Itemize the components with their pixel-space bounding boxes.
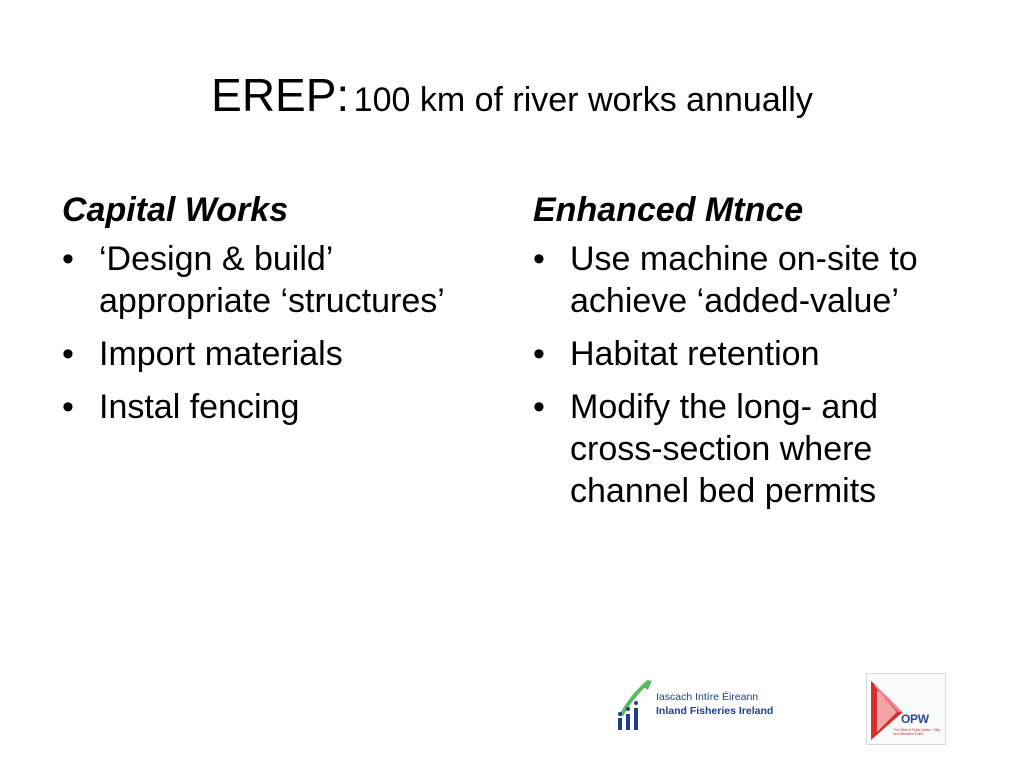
list-item-text: Use machine on-site to achieve ‘added-value’ <box>570 240 918 320</box>
enhanced-maintenance-list <box>533 238 953 512</box>
bullet-icon: • <box>533 240 545 278</box>
opw-name: OPW <box>901 712 929 726</box>
opw-tagline: The Office of Public Works · Oifig na nOibreacha Poiblí <box>893 728 941 736</box>
list-item <box>62 386 482 428</box>
list-item-text: Instal fencing <box>99 388 300 426</box>
list-item <box>533 333 953 375</box>
list-item-text: Modify the long- and cross-section where channel bed permits <box>570 388 879 510</box>
opw-logo <box>866 673 946 745</box>
list-item-text: Habitat retention <box>570 335 820 373</box>
bullet-icon: • <box>533 335 545 373</box>
list-item <box>62 238 482 322</box>
slide-title <box>0 69 1024 121</box>
list-item-text: ‘Design & build’ appropriate ‘structures’ <box>99 240 445 320</box>
ifi-logo-text <box>656 690 773 718</box>
enhanced-maintenance-heading: Enhanced Mtnce <box>533 191 804 229</box>
title-main: EREP: <box>211 69 350 121</box>
bullet-icon: • <box>533 388 545 426</box>
bullet-icon: • <box>62 335 74 373</box>
ifi-logo <box>612 672 802 736</box>
bullet-icon: • <box>62 240 74 278</box>
list-item <box>533 386 953 512</box>
bullet-icon: • <box>62 388 74 426</box>
ifi-name-english: Inland Fisheries Ireland <box>656 705 774 717</box>
list-item-text: Import materials <box>99 335 343 373</box>
capital-works-heading: Capital Works <box>62 191 289 229</box>
list-item <box>62 333 482 375</box>
list-item <box>533 238 953 322</box>
title-subtitle: 100 km of river works annually <box>353 81 813 119</box>
enhanced-maintenance-column <box>533 190 953 523</box>
capital-works-list <box>62 238 482 428</box>
capital-works-column <box>62 190 482 439</box>
ifi-name-irish: Iascach Intíre Éireann <box>656 691 759 703</box>
fish-logo-icon <box>612 674 654 734</box>
